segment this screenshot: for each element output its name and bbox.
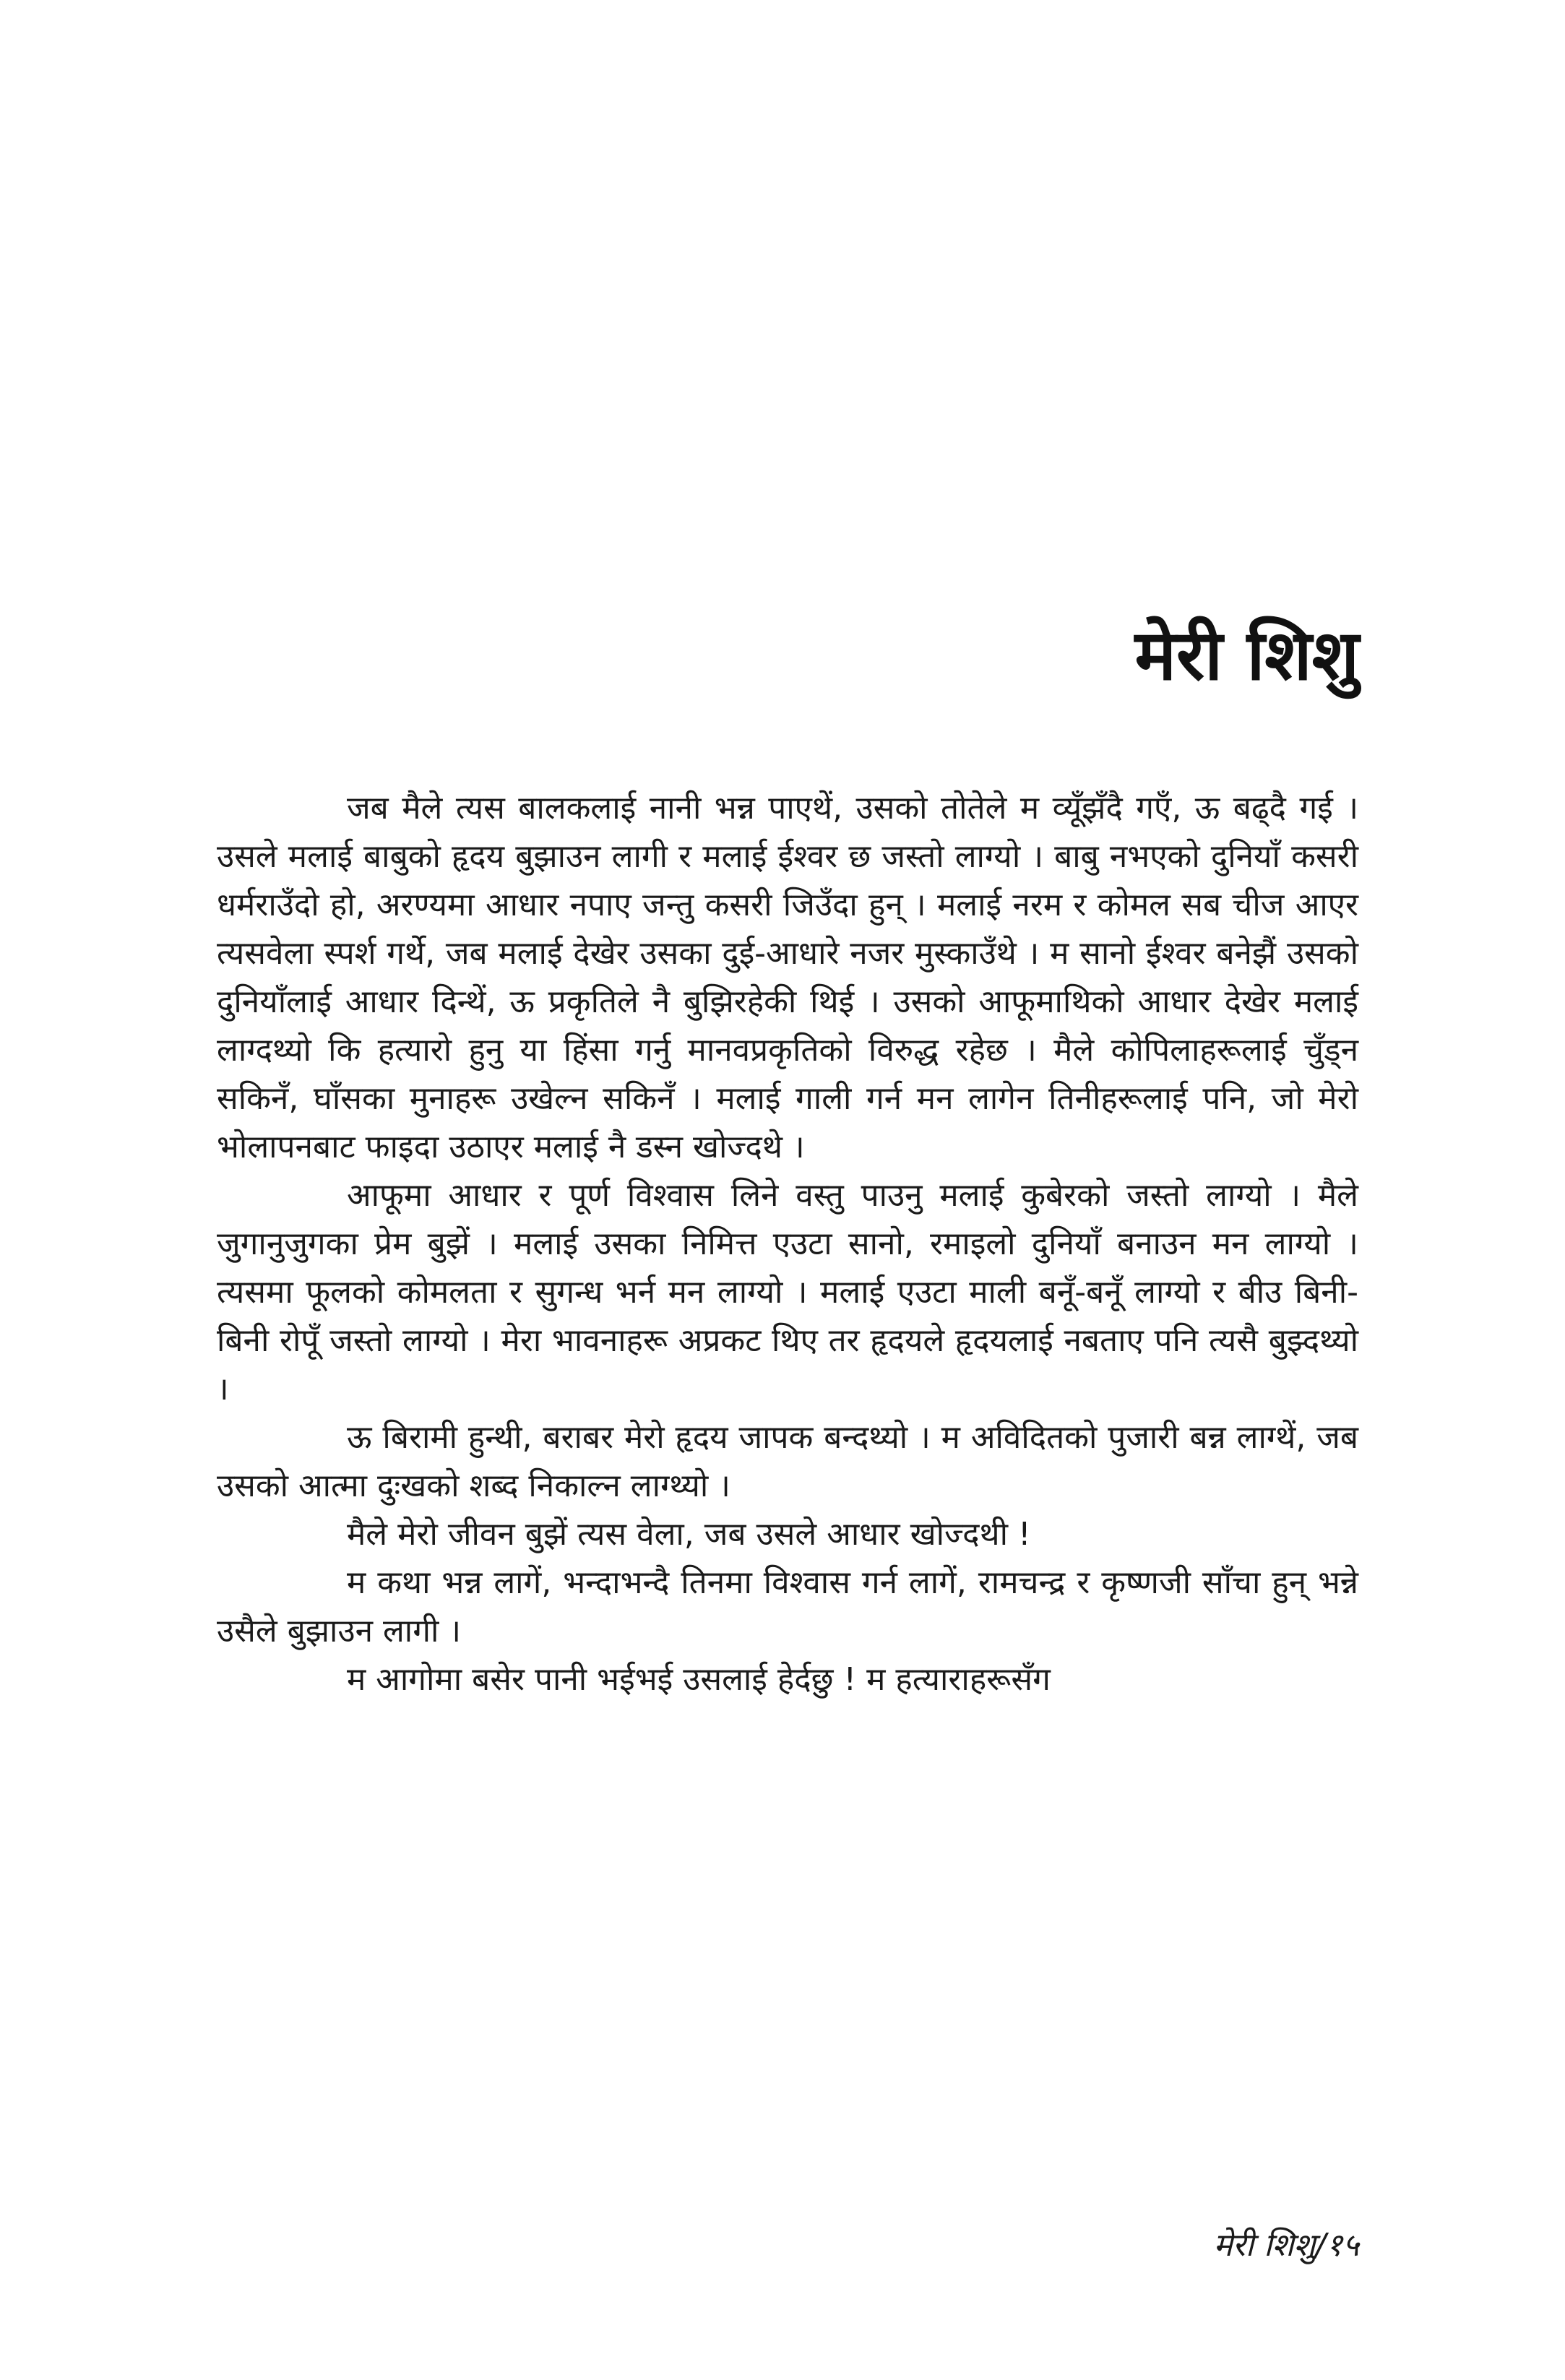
paragraph-6: म आगोमा बसेर पानी भईभई उसलाई हेर्दछु ! म हत्याराहरूसँग	[347, 1661, 1051, 1698]
paragraph-5: म कथा भन्न लागें, भन्दाभन्दै तिनमा विश्वास गर्न लागें, रामचन्द्र र कृष्णजी साँचा हुन् भन्ने उसैले बुझाउन लागी ।	[217, 1564, 1358, 1650]
chapter-title: मेरी शिशु	[1134, 615, 1359, 696]
paragraph-4: मैले मेरो जीवन बुझें त्यस वेला, जब उसले आधार खोज्दथी !	[347, 1516, 1031, 1553]
paragraph-3: ऊ बिरामी हुन्थी, बराबर मेरो हृदय जापक बन्दथ्यो । म अविदितको पुजारी बन्न लाग्थें, जब उसको आत्मा दुःखको शब्द निकाल्न लाग्थ्यो ।	[217, 1419, 1358, 1504]
body-text	[217, 784, 1358, 1704]
paragraph-1: जब मैले त्यस बालकलाई नानी भन्न पाएथें, उसको तोतेले म व्यूँझँदै गएँ, ऊ बढ्दै गई । उसले मलाई बाबुको हृदय बुझाउन लागी र मलाई ईश्वर छ जस्तो लाग्यो । बाबु नभएको दुनियाँ कसरी धर्मराउँदो हो, अरण्यमा आधार नपाए जन्तु कसरी जिउँदा हुन् । मलाई नरम र कोमल सब चीज आएर त्यसवेला स्पर्श गर्थे, जब मलाई देखेर उसका दुई-आधारे नजर मुस्काउँथे । म सानो ईश्वर बनेझैं उसको दुनियाँलाई आधार दिन्थें, ऊ प्रकृतिले नै बुझिरहेकी थिई । उसको आफूमाथिको आधार देखेर मलाई लाग्दथ्यो कि हत्यारो हुनु या हिंसा गर्नु मानवप्रकृतिको विरुद्ध रहेछ । मैले कोपिलाहरूलाई चुँड्न सकिनँ, घाँसका मुनाहरू उखेल्न सकिनँ । मलाई गाली गर्न मन लागेन तिनीहरूलाई पनि, जो मेरो भोलापनबाट फाइदा उठाएर मलाई नै डस्न खोज्दथे ।	[217, 790, 1358, 1165]
running-footer-page-number: मेरी शिशु/१५	[1213, 2227, 1359, 2264]
paragraph-2: आफूमा आधार र पूर्ण विश्वास लिने वस्तु पाउनु मलाई कुबेरको जस्तो लाग्यो । मैले जुगानुजुगका प्रेम बुझें । मलाई उसका निमित्त एउटा सानो, रमाइलो दुनियाँ बनाउन मन लाग्यो । त्यसमा फूलको कोमलता र सुगन्ध भर्न मन लाग्यो । मलाई एउटा माली बनूँ-बनूँ लाग्यो र बीउ बिनी-बिनी रोपूँ जस्तो लाग्यो । मेरा भावनाहरू अप्रकट थिए तर हृदयले हृदयलाई नबताए पनि त्यसै बुझ्दथ्यो ।	[217, 1177, 1358, 1407]
